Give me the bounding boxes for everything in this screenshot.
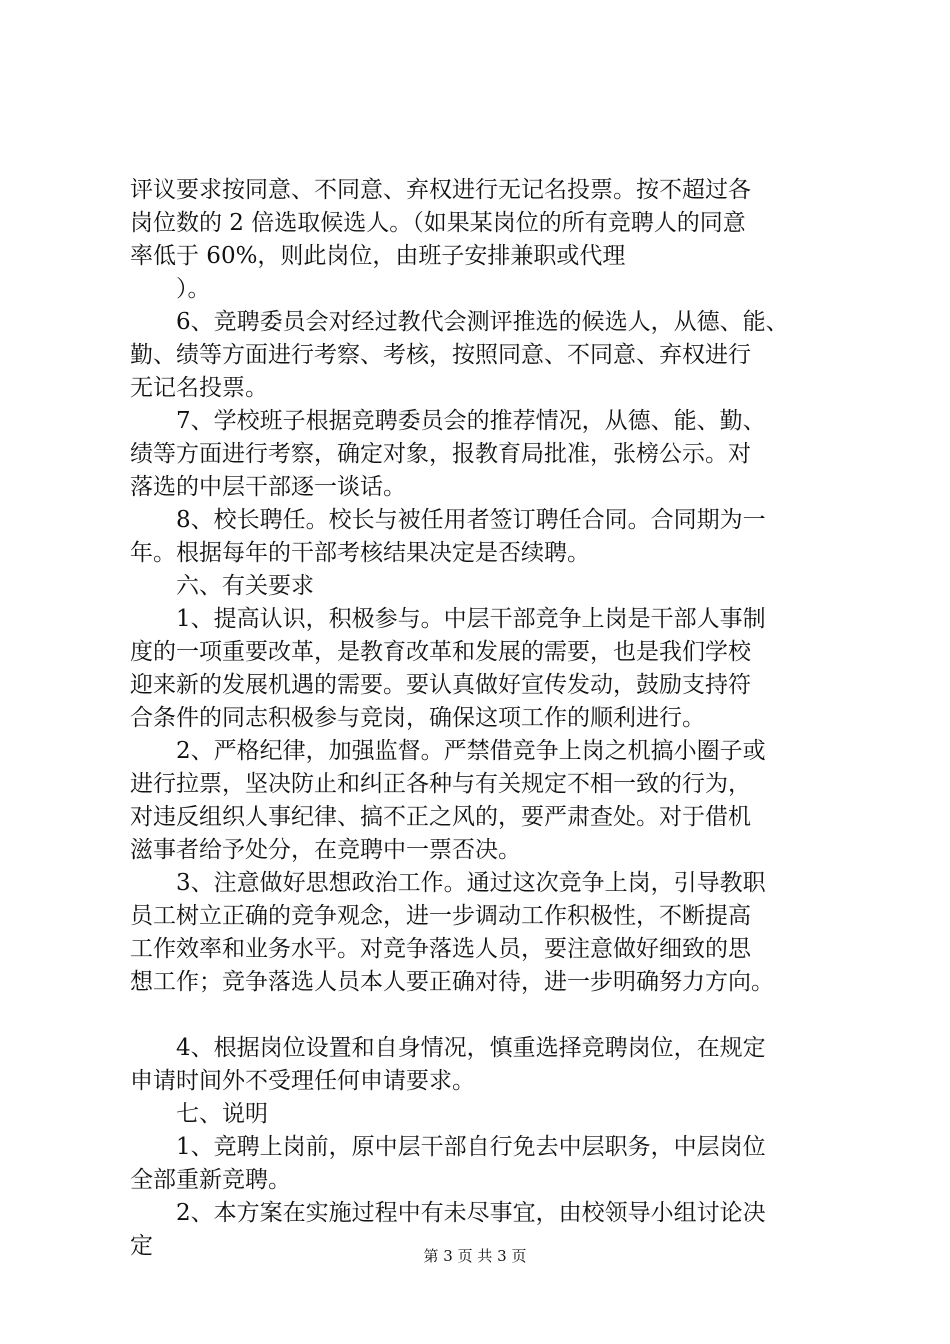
- text-line: 无记名投票。: [130, 375, 268, 401]
- text-line: 4、根据岗位设置和自身情况，慎重选择竞聘岗位，在规定: [130, 1035, 766, 1061]
- text-line: 对违反组织人事纪律、搞不正之风的，要严肃查处。对于借机: [130, 804, 751, 830]
- text-line: 工作效率和业务水平。对竞争落选人员，要注意做好细致的思: [130, 936, 751, 962]
- text-line: 8、校长聘任。校长与被任用者签订聘任合同。合同期为一: [130, 507, 766, 533]
- text-line: 岗位数的 2 倍选取候选人。（如果某岗位的所有竞聘人的同意: [130, 210, 746, 236]
- text-line: 率低于 60%，则此岗位，由班子安排兼职或代理: [130, 243, 626, 269]
- text-line: 想工作；竞争落选人员本人要正确对待，进一步明确努力方向。: [130, 969, 774, 995]
- text-line: 合条件的同志积极参与竞岗，确保这项工作的顺利进行。: [130, 705, 705, 731]
- document-body: [130, 174, 835, 1263]
- text-line: 全部重新竞聘。: [130, 1167, 291, 1193]
- text-line: 定: [130, 1233, 153, 1259]
- text-line: 2、本方案在实施过程中有未尽事宜，由校领导小组讨论决: [130, 1200, 766, 1226]
- text-line: 员工树立正确的竞争观念，进一步调动工作积极性，不断提高: [130, 903, 751, 929]
- text-line: 年。根据每年的干部考核结果决定是否续聘。: [130, 540, 590, 566]
- text-line: 勤、绩等方面进行考察、考核，按照同意、不同意、弃权进行: [130, 342, 751, 368]
- text-line: 度的一项重要改革，是教育改革和发展的需要，也是我们学校: [130, 639, 751, 665]
- blank-line: [130, 999, 835, 1032]
- text-line: 迎来新的发展机遇的需要。要认真做好宣传发动，鼓励支持符: [130, 672, 751, 698]
- text-line: 7、学校班子根据竞聘委员会的推荐情况，从德、能、勤、: [130, 408, 766, 434]
- text-line: 绩等方面进行考察，确定对象，报教育局批准，张榜公示。对: [130, 441, 751, 467]
- text-line: 评议要求按同意、不同意、弃权进行无记名投票。按不超过各: [130, 177, 751, 203]
- text-line: 3、注意做好思想政治工作。通过这次竞争上岗，引导教职: [130, 870, 766, 896]
- text-line: 2、严格纪律，加强监督。严禁借竞争上岗之机搞小圈子或: [130, 738, 766, 764]
- text-line: 申请时间外不受理任何申请要求。: [130, 1068, 475, 1094]
- section-heading: 七、说明: [130, 1101, 268, 1127]
- text-line: 滋事者给予处分，在竞聘中一票否决。: [130, 837, 521, 863]
- text-line: 6、竞聘委员会对经过教代会测评推选的候选人，从德、能、: [130, 309, 789, 335]
- section-heading: 六、有关要求: [130, 573, 314, 599]
- page-number-footer: 第 3 页 共 3 页: [423, 1247, 527, 1265]
- text-line: 1、竞聘上岗前，原中层干部自行免去中层职务，中层岗位: [130, 1134, 766, 1160]
- text-line: 落选的中层干部逐一谈话。: [130, 474, 406, 500]
- text-line: 进行拉票，坚决防止和纠正各种与有关规定不相一致的行为，: [130, 771, 751, 797]
- text-line: ）。: [130, 276, 211, 302]
- text-line: 1、提高认识，积极参与。中层干部竞争上岗是干部人事制: [130, 606, 766, 632]
